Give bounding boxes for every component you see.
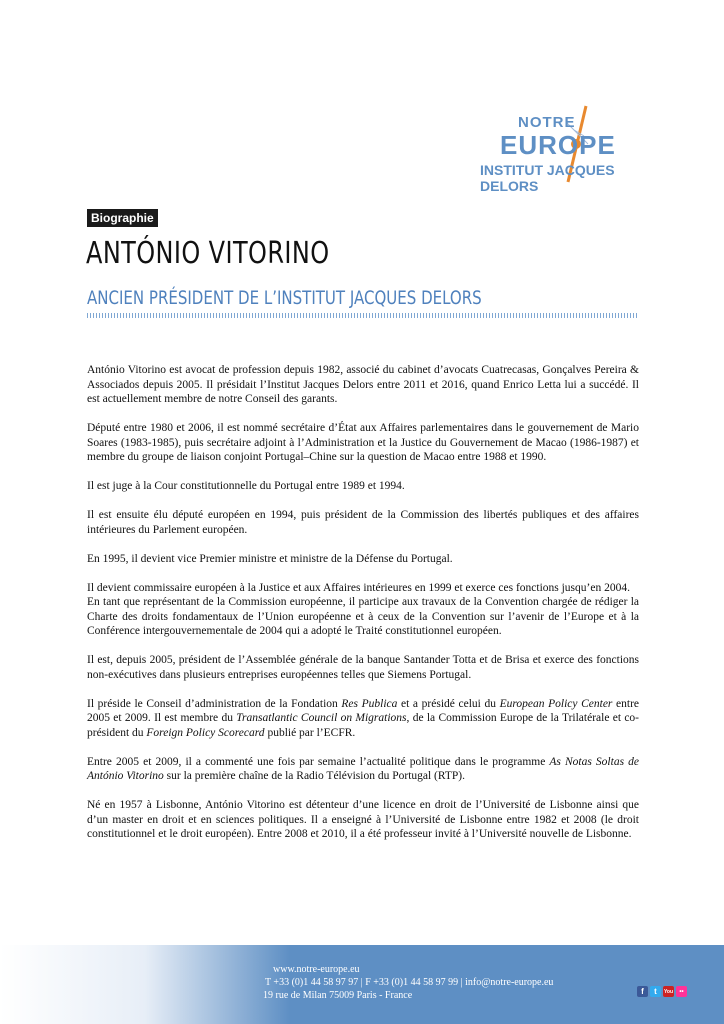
paragraph: Il est juge à la Cour constitutionnelle du Portugal entre 1989 et 1994.: [87, 480, 405, 492]
text-run: , de la Commission Europe de la Trilatérale et co-président du: [87, 712, 640, 739]
paragraph: En tant que représentant de la Commission européenne, il participe aux travaux de la Convention chargée de rédiger la Charte des droits fondamentaux de l’Union européenne et à ceux de la Convention sur l’avenir de l’Europe et à la Conférence intergouvernementale de 2004 qui a adopté le Traité constitutionnel européen.: [87, 596, 639, 637]
logo-line-2: EUROPE: [500, 130, 616, 160]
page-subtitle: ANCIEN PRÉSIDENT DE L’INSTITUT JACQUES DELORS: [87, 287, 482, 309]
italic-run: Transatlantic Council on Migrations: [236, 712, 407, 724]
footer-contact: [263, 963, 553, 1002]
paragraph: En 1995, il devient vice Premier ministre et ministre de la Défense du Portugal.: [87, 552, 453, 565]
paragraph: Il est ensuite élu député européen en 1994, puis président de la Commission des libertés publiques et des affaires intérieures du Parlement européen.: [87, 509, 639, 536]
text-run: Entre 2005 et 2009, il a commenté une fois par semaine l’actualité politique dans le programme: [87, 755, 550, 768]
facebook-icon[interactable]: f: [637, 986, 648, 997]
footer-address: 19 rue de Milan 75009 Paris - France: [263, 990, 413, 1001]
italic-run: Foreign Policy Scorecard: [146, 726, 265, 739]
logo-line-1: NOTRE: [518, 114, 576, 131]
paragraph: Il devient commissaire européen à la Justice et aux Affaires intérieures en 1999 et exerce ces fonctions jusqu’en 2004.: [87, 581, 630, 594]
twitter-icon[interactable]: t: [650, 986, 661, 997]
paragraph: Député entre 1980 et 2006, il est nommé secrétaire d’État aux Affaires parlementaires dans le gouvernement de Mario Soares (1983-1985), puis secrétaire adjoint à l’Administration et la Justice du Gouvernement de Macao (1986-1987) et membre du groupe de liaison conjoint Portugal–Chine sur la question de Macao entre 1988 et 1990.: [87, 422, 639, 463]
paragraph: [87, 697, 639, 741]
decorative-rule: [87, 313, 637, 318]
paragraph: António Vitorino est avocat de profession depuis 1982, associé du cabinet d’avocats Cuatrecasas, Gonçalves Pereira & Associados depuis 2005. Il présidait l’Institut Jacques Delors entre 2011 et 2016, quand Enrico Letta lui a succédé. Il est actuellement membre de notre Conseil des garants.: [87, 364, 639, 405]
text-run: et a présidé celui du: [397, 697, 500, 710]
notre-europe-logo: [478, 100, 624, 194]
text-run: entre 2005 et 2009. Il est membre du: [87, 697, 640, 724]
page-title: ANTÓNIO VITORINO: [86, 236, 330, 271]
section-badge: Biographie: [87, 209, 158, 227]
text-run: Il préside le Conseil d’administration de la Fondation: [87, 697, 342, 710]
italic-run: European Policy Center: [499, 697, 613, 710]
text-run: publié par l’ECFR.: [264, 726, 356, 739]
footer-phone-email: T +33 (0)1 44 58 97 97 | F +33 (0)1 44 58 97 99 | info@notre-europe.eu: [265, 977, 554, 988]
biography-text: [87, 363, 639, 856]
italic-run: Res Publica: [341, 697, 398, 710]
paragraph: Il est, depuis 2005, président de l’Assemblée générale de la banque Santander Totta et de Brisa et exerce des fonctions non-exécutives dans plusieurs entreprises européennes telles que Siemens Portugal.: [87, 654, 639, 681]
social-links: [637, 986, 687, 997]
logo-line-3: INSTITUT JACQUES DELORS: [480, 162, 615, 194]
footer-website-link[interactable]: www.notre-europe.eu: [273, 964, 360, 975]
youtube-icon[interactable]: You: [663, 986, 674, 997]
paragraph: [87, 755, 639, 784]
text-run: sur la première chaîne de la Radio Télévision du Portugal (RTP).: [163, 770, 465, 782]
flickr-icon[interactable]: ••: [676, 986, 687, 997]
paragraph: Né en 1957 à Lisbonne, António Vitorino est détenteur d’une licence en droit de l’Université de Lisbonne ainsi que d’un master en droit et en sciences politiques. Il a enseigné à l’Université de Lisbonne entre 1982 et 2008 (le droit constitutionnel et le droit européen). Entre 2008 et 2010, il a été professeur invité à l’Université nouvelle de Lisbonne.: [87, 799, 639, 840]
italic-run: As Notas Soltas de António Vitorino: [87, 755, 639, 782]
